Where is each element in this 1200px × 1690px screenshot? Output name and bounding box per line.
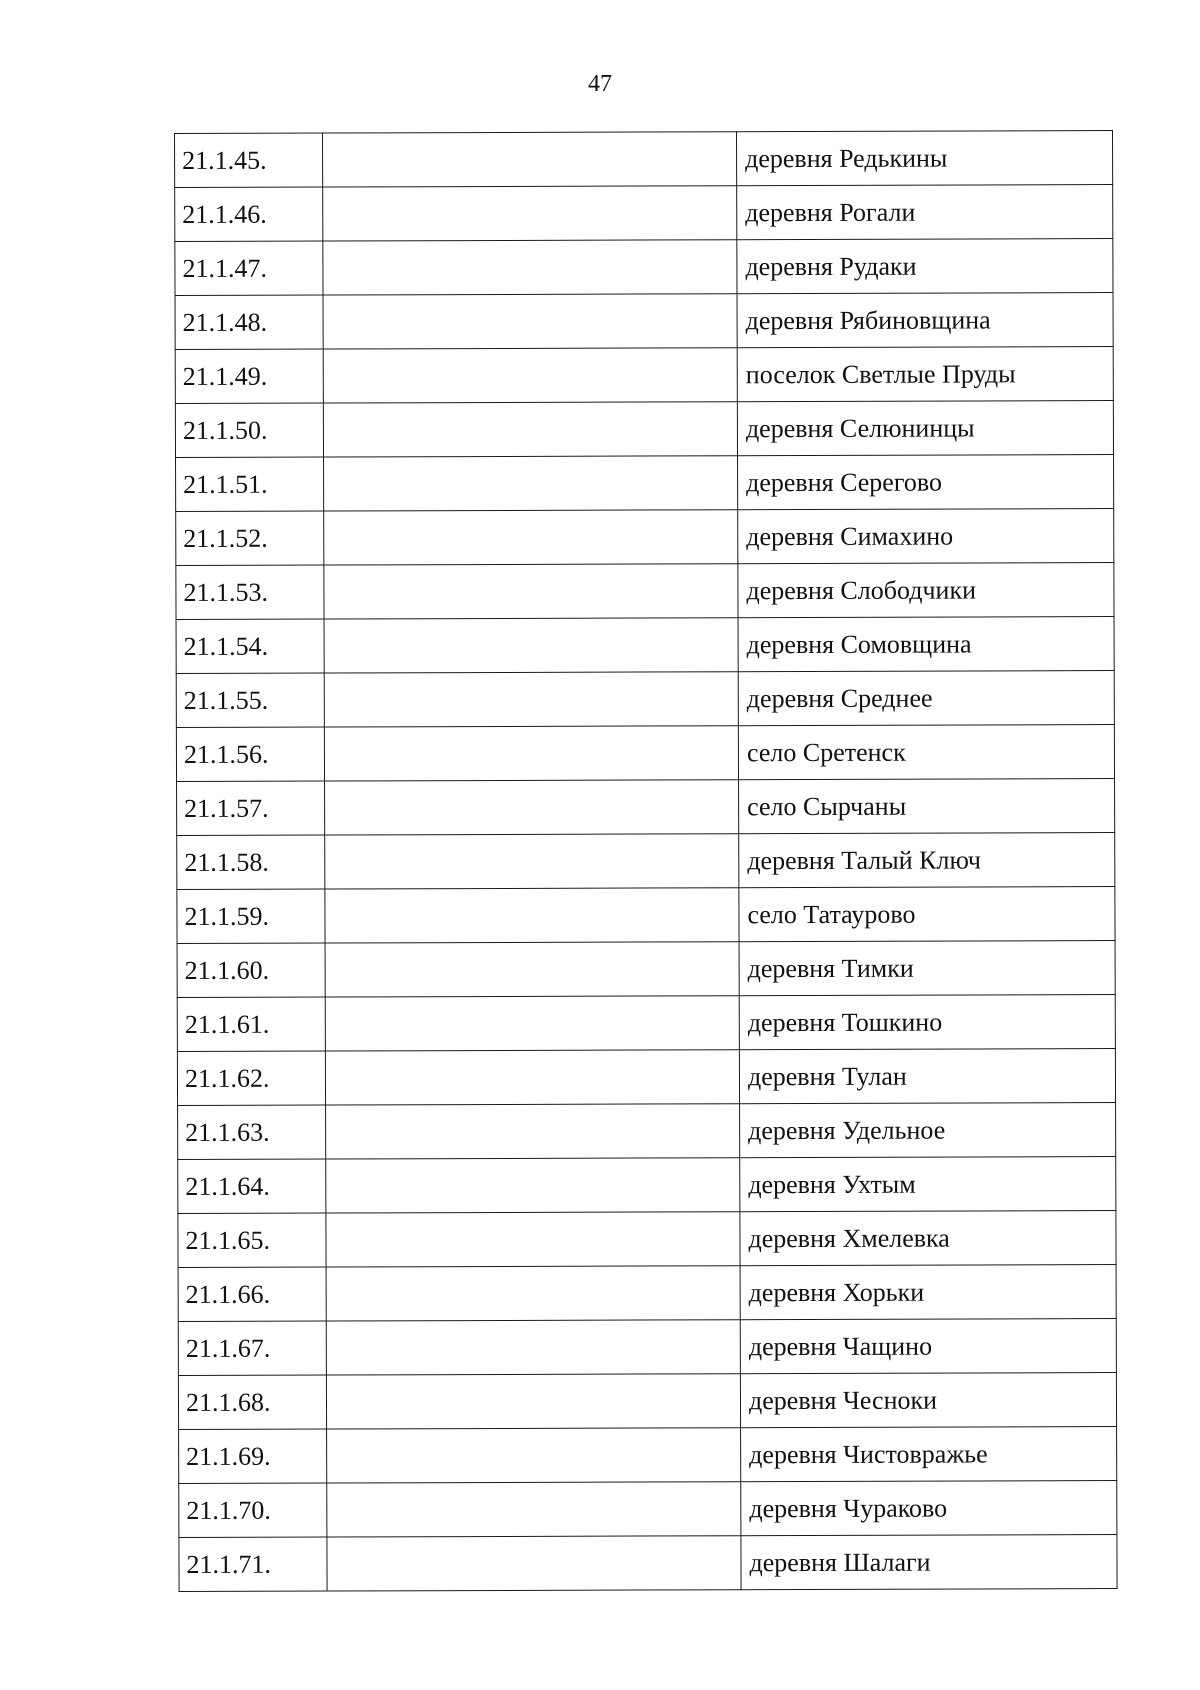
settlement-name: деревня Слободчики <box>738 563 1114 618</box>
row-number: 21.1.47. <box>175 241 323 295</box>
row-number: 21.1.60. <box>177 943 325 997</box>
table-row <box>179 1535 1117 1592</box>
settlement-name: село Сырчаны <box>739 779 1115 834</box>
settlement-name: деревня Тулан <box>739 1049 1115 1104</box>
empty-cell <box>324 618 738 673</box>
empty-cell <box>325 1050 739 1105</box>
table-row <box>175 239 1113 296</box>
table-row <box>176 617 1114 674</box>
empty-cell <box>324 726 738 781</box>
empty-cell <box>326 1374 740 1429</box>
row-number: 21.1.57. <box>177 781 325 835</box>
settlement-name: село Татаурово <box>739 887 1115 942</box>
empty-cell <box>324 672 738 727</box>
row-number: 21.1.69. <box>179 1429 327 1483</box>
table-row <box>176 563 1114 620</box>
settlement-name: деревня Селюнинцы <box>737 401 1113 456</box>
row-number: 21.1.71. <box>179 1537 327 1591</box>
table-row <box>177 779 1115 836</box>
table-row <box>175 293 1113 350</box>
settlement-name: деревня Рябиновщина <box>737 293 1113 348</box>
row-number: 21.1.66. <box>178 1267 326 1321</box>
empty-cell <box>327 1536 741 1591</box>
settlement-name: деревня Рогали <box>737 185 1113 240</box>
row-number: 21.1.54. <box>176 619 324 673</box>
settlement-name: деревня Ухтым <box>740 1157 1116 1212</box>
empty-cell <box>323 240 737 295</box>
row-number: 21.1.61. <box>177 997 325 1051</box>
table-row <box>176 455 1114 512</box>
table-row <box>175 185 1113 242</box>
settlement-name: деревня Редькины <box>736 131 1112 186</box>
settlements-table <box>174 130 1118 1592</box>
empty-cell <box>325 888 739 943</box>
table-row <box>178 1319 1116 1376</box>
settlement-name: деревня Рудаки <box>737 239 1113 294</box>
settlement-name: деревня Сомовщина <box>738 617 1114 672</box>
empty-cell <box>326 1320 740 1375</box>
settlement-name: поселок Светлые Пруды <box>737 347 1113 402</box>
empty-cell <box>324 510 738 565</box>
empty-cell <box>326 1266 740 1321</box>
empty-cell <box>327 1482 741 1537</box>
row-number: 21.1.65. <box>178 1213 326 1267</box>
empty-cell <box>323 132 737 187</box>
settlement-name: село Сретенск <box>738 725 1114 780</box>
row-number: 21.1.51. <box>176 457 324 511</box>
table-row <box>178 1373 1116 1430</box>
row-number: 21.1.50. <box>175 403 323 457</box>
settlement-name: деревня Чащино <box>740 1319 1116 1374</box>
row-number: 21.1.49. <box>175 349 323 403</box>
table-row <box>178 1103 1116 1160</box>
table-row <box>176 509 1114 566</box>
settlement-name: деревня Серегово <box>738 455 1114 510</box>
row-number: 21.1.56. <box>176 727 324 781</box>
settlement-name: деревня Тимки <box>739 941 1115 996</box>
empty-cell <box>326 1104 740 1159</box>
empty-cell <box>325 834 739 889</box>
row-number: 21.1.64. <box>178 1159 326 1213</box>
settlement-name: деревня Среднее <box>738 671 1114 726</box>
settlement-name: деревня Хорьки <box>740 1265 1116 1320</box>
row-number: 21.1.52. <box>176 511 324 565</box>
table-row <box>177 995 1115 1052</box>
page-number: 47 <box>588 71 612 97</box>
table-body <box>175 131 1118 1592</box>
row-number: 21.1.70. <box>179 1483 327 1537</box>
settlement-name: деревня Шалаги <box>741 1535 1117 1590</box>
table-row <box>177 833 1115 890</box>
row-number: 21.1.67. <box>178 1321 326 1375</box>
empty-cell <box>325 996 739 1051</box>
table-row <box>177 941 1115 998</box>
table-row <box>176 671 1114 728</box>
table-row <box>178 1211 1116 1268</box>
table-row <box>179 1481 1117 1538</box>
empty-cell <box>323 294 737 349</box>
table-row <box>175 347 1113 404</box>
empty-cell <box>324 456 738 511</box>
row-number: 21.1.53. <box>176 565 324 619</box>
settlement-name: деревня Удельное <box>740 1103 1116 1158</box>
table-row <box>179 1427 1117 1484</box>
settlement-name: деревня Чистовражье <box>741 1427 1117 1482</box>
row-number: 21.1.46. <box>175 187 323 241</box>
empty-cell <box>325 780 739 835</box>
settlement-name: деревня Чураково <box>741 1481 1117 1536</box>
empty-cell <box>327 1428 741 1483</box>
table-row <box>178 1157 1116 1214</box>
empty-cell <box>323 186 737 241</box>
row-number: 21.1.62. <box>177 1051 325 1105</box>
settlement-name: деревня Симахино <box>738 509 1114 564</box>
table-row <box>178 1265 1116 1322</box>
row-number: 21.1.55. <box>176 673 324 727</box>
row-number: 21.1.63. <box>178 1105 326 1159</box>
row-number: 21.1.59. <box>177 889 325 943</box>
table-row <box>175 401 1113 458</box>
table-row <box>175 131 1113 188</box>
row-number: 21.1.48. <box>175 295 323 349</box>
row-number: 21.1.68. <box>178 1375 326 1429</box>
row-number: 21.1.45. <box>175 133 323 187</box>
empty-cell <box>326 1212 740 1267</box>
row-number: 21.1.58. <box>177 835 325 889</box>
settlement-name: деревня Талый Ключ <box>739 833 1115 888</box>
settlement-name: деревня Хмелевка <box>740 1211 1116 1266</box>
empty-cell <box>323 402 737 457</box>
table-row <box>177 887 1115 944</box>
settlement-name: деревня Тошкино <box>739 995 1115 1050</box>
empty-cell <box>325 942 739 997</box>
table-row <box>177 1049 1115 1106</box>
empty-cell <box>324 564 738 619</box>
empty-cell <box>323 348 737 403</box>
table-row <box>176 725 1114 782</box>
settlement-name: деревня Чесноки <box>740 1373 1116 1428</box>
empty-cell <box>326 1158 740 1213</box>
